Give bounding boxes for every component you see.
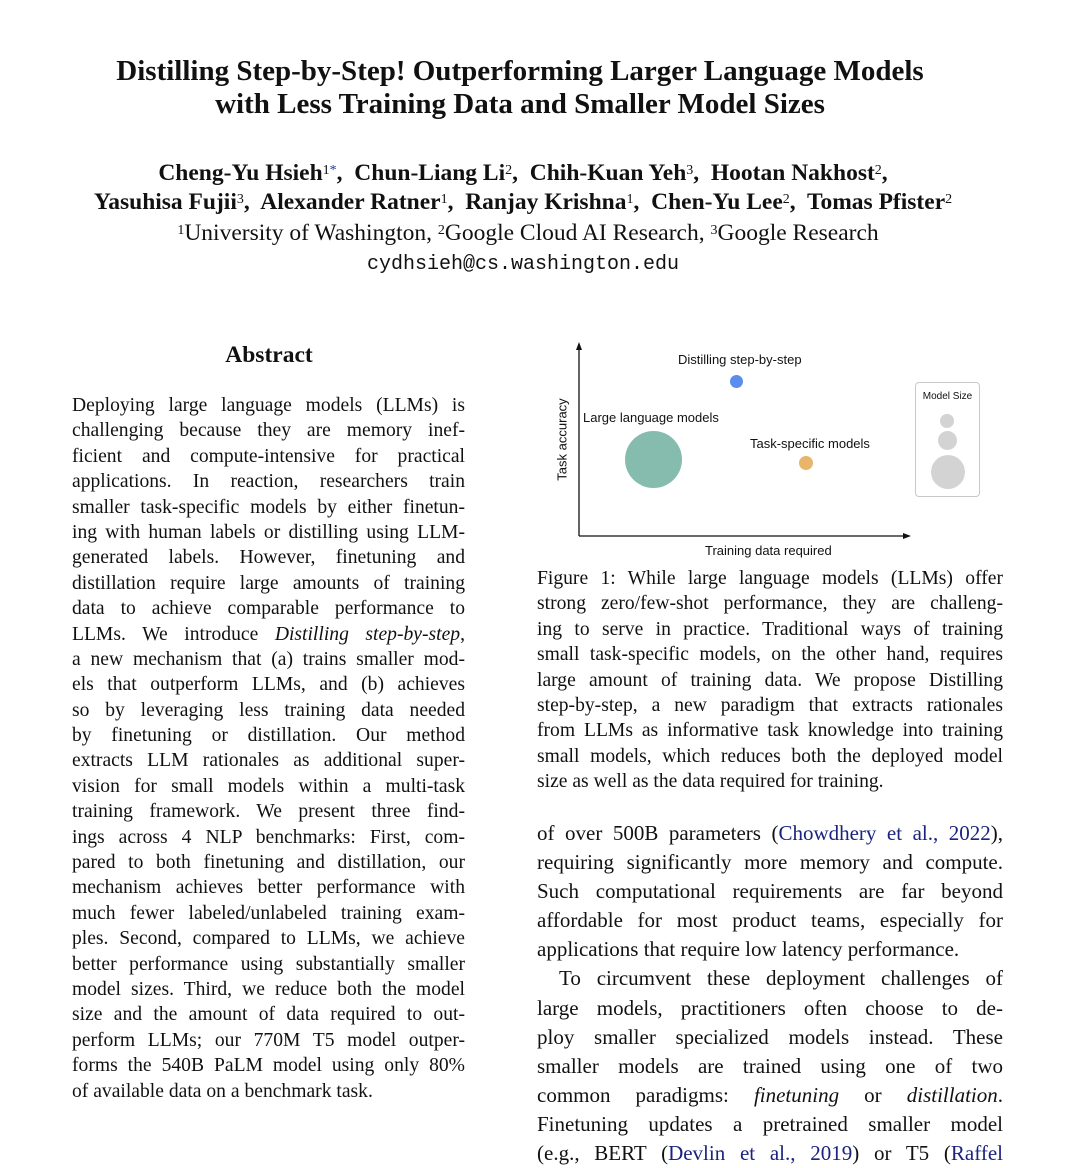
text-line: applications that require low latency performance.	[537, 937, 960, 962]
text-line: ing to serve in practice. Traditional ways of training	[537, 618, 1003, 640]
affiliation-number: 3	[710, 223, 718, 238]
author-affiliation-mark: 1	[626, 192, 634, 207]
text-line: smaller models are trained using one of two	[537, 1053, 1003, 1078]
author-line: Cheng-Yu Hsieh$^{1*}$, Chun-Liang Li$^2$, Chih-Kuan Yeh$^3$, Hootan Nakhost$^2$,	[158, 160, 888, 186]
model-size-legend	[915, 382, 980, 497]
text-line: distillation require large amounts of training	[72, 572, 465, 594]
legend-size-medium	[938, 431, 957, 450]
author-affiliation-mark: 2	[782, 192, 790, 207]
text-line: mechanism achieves better performance with	[72, 877, 465, 899]
abstract-heading: Abstract	[225, 342, 313, 368]
text-line: LLMs. We introduce Distilling step-by-step,	[72, 623, 465, 645]
text-line: Such computational requirements are far beyond	[537, 879, 1003, 904]
point-distilling-step-by-step	[730, 375, 743, 388]
abstract-body	[72, 393, 465, 1104]
author-affiliation-mark: 2	[874, 163, 882, 178]
text-line: ples. Second, compared to LLMs, we achieve	[72, 928, 465, 950]
text-line: els that outperform LLMs, and (b) achieves	[72, 674, 465, 696]
introduction-text	[537, 819, 1003, 1168]
text-line: (e.g., BERT (Devlin et al., 2019) or T5 (Raffel	[537, 1141, 1003, 1166]
author-affiliation-mark: 3	[686, 163, 694, 178]
point-label-distilling: Distilling step-by-step	[678, 352, 802, 367]
text-line: Finetuning updates a pretrained smaller model	[537, 1111, 1003, 1136]
paper-title	[0, 55, 1040, 121]
text-line: step-by-step, a new paradigm that extracts rationales	[537, 694, 1003, 716]
text-line: data to achieve comparable performance to	[72, 598, 465, 620]
text-line: To circumvent these deployment challenges of	[559, 966, 1003, 991]
text-line: ploy smaller specialized models instead. These	[537, 1024, 1003, 1049]
text-line: ficient and compute-intensive for practical	[72, 445, 465, 467]
affiliation-number: 2	[437, 223, 445, 238]
title-line: Distilling Step-by-Step! Outperforming Larger Language Models	[116, 55, 924, 87]
legend-title: Model Size	[922, 391, 973, 402]
text-line: challenging because they are memory inef-	[72, 420, 465, 442]
point-label-llm: Large language models	[583, 410, 719, 425]
text-line: training framework. We present three find-	[72, 801, 465, 823]
text-line: smaller task-specific models by either finetun-	[72, 496, 465, 518]
text-line: small models, which reduces both the deployed model	[537, 745, 1003, 767]
author-affiliation-mark: 2	[505, 163, 513, 178]
point-large-language-models	[625, 431, 682, 488]
affiliation-name: Google Research	[717, 220, 879, 246]
text-line: requiring significantly more memory and compute.	[537, 850, 1003, 875]
author-list	[0, 159, 1046, 217]
y-axis-label: Task accuracy	[554, 398, 570, 481]
text-line: a new mechanism that (a) trains smaller mod-	[72, 648, 465, 670]
text-line: better performance using substantially smaller	[72, 953, 465, 975]
affiliation-name: Google Cloud AI Research,	[444, 220, 711, 246]
text-line: pared to both finetuning and distillation, our	[72, 852, 465, 874]
text-line: strong zero/few-shot performance, they are challeng-	[537, 593, 1003, 615]
author-name: Yasuhisa Fujii$^3$	[93, 189, 244, 215]
text-line: of available data on a benchmark task.	[72, 1080, 373, 1102]
citation-link[interactable]: Raffel	[950, 1141, 1003, 1166]
author-name: Ranjay Krishna$^1$	[465, 189, 634, 215]
text-line: affordable for most product teams, especially for	[537, 908, 1003, 933]
text-line: Deploying large language models (LLMs) is	[72, 395, 465, 416]
legend-size-small	[940, 414, 954, 428]
text-line: from LLMs as informative task knowledge into training	[537, 720, 1003, 742]
text-line: so by leveraging less training data needed	[72, 699, 465, 721]
author-name: Chun-Liang Li$^2$	[354, 160, 513, 186]
author-name: Alexander Ratner$^1$	[260, 189, 448, 215]
text-line: extracts LLM rationales as additional super-	[72, 750, 465, 772]
author-affiliation-mark: 3	[236, 192, 244, 207]
text-line: perform LLMs; our 770M T5 model outper-	[72, 1029, 465, 1051]
author-name: Tomas Pfister$^2$	[806, 189, 953, 215]
author-name: Hootan Nakhost$^2$	[710, 160, 882, 186]
citation-link[interactable]: Chowdhery et al., 2022	[778, 821, 991, 845]
text-line: ings across 4 NLP benchmarks: First, com-	[72, 826, 465, 848]
figure-1	[545, 340, 995, 562]
x-axis-label: Training data required	[705, 543, 832, 558]
text-line: size and the amount of data required to out-	[72, 1004, 465, 1026]
author-name: Cheng-Yu Hsieh$^{1*}$	[158, 160, 337, 186]
affiliations	[0, 219, 1056, 248]
author-line: Yasuhisa Fujii$^3$, Alexander Ratner$^1$, Ranjay Krishna$^1$, Chen-Yu Lee$^2$, Tomas Pfister$^2$	[93, 189, 953, 215]
text-line: vision for small models within a multi-task	[72, 775, 465, 797]
author-affiliation-mark: 1	[440, 192, 448, 207]
point-label-task-specific: Task-specific models	[750, 436, 870, 451]
text-line: forms the 540B PaLM model using only 80%	[72, 1055, 465, 1077]
author-name: Chen-Yu Lee$^2$	[651, 189, 790, 215]
point-task-specific-models	[799, 456, 813, 470]
text-line: applications. In reaction, researchers train	[72, 471, 465, 493]
text-line: small task-specific models, on the other hand, requires	[537, 644, 1003, 666]
text-line: size as well as the data required for training.	[537, 771, 884, 793]
citation-link[interactable]: Devlin et al., 2019	[668, 1141, 853, 1166]
text-line: Figure 1: While large language models (LLMs) offer	[537, 568, 1003, 589]
legend-size-large	[931, 455, 965, 489]
text-line: much fewer labeled/unlabeled training exam-	[72, 902, 465, 924]
emphasis: Distilling step-by-step	[274, 623, 461, 645]
text-line: generated labels. However, finetuning and	[72, 547, 465, 569]
figure-caption	[537, 566, 1003, 795]
author-affiliation-mark: 1*	[322, 163, 337, 178]
author-name: Chih-Kuan Yeh$^3$	[529, 160, 694, 186]
text-line: of over 500B parameters (Chowdhery et al., 2022),	[537, 821, 1003, 845]
affiliation-name: University of Washington,	[184, 220, 438, 246]
emphasis: distillation	[906, 1082, 998, 1107]
text-line: by finetuning or distillation. Our method	[72, 725, 465, 747]
emphasis: finetuning	[753, 1082, 840, 1107]
text-line: model sizes. Third, we reduce both the model	[72, 978, 465, 1000]
affiliation-number: 1	[177, 223, 185, 238]
title-line: with Less Training Data and Smaller Model Sizes	[215, 88, 825, 120]
text-line: common paradigms: finetuning or distillation.	[537, 1082, 1003, 1107]
text-line: ing with human labels or distilling using LLM-	[72, 521, 465, 543]
text-line: large amount of training data. We propose Distilling	[537, 669, 1003, 691]
contact-email: cydhsieh@cs.washington.edu	[366, 253, 680, 276]
text-line: large models, practitioners often choose to de-	[537, 995, 1003, 1020]
author-affiliation-mark: 2	[945, 192, 953, 207]
